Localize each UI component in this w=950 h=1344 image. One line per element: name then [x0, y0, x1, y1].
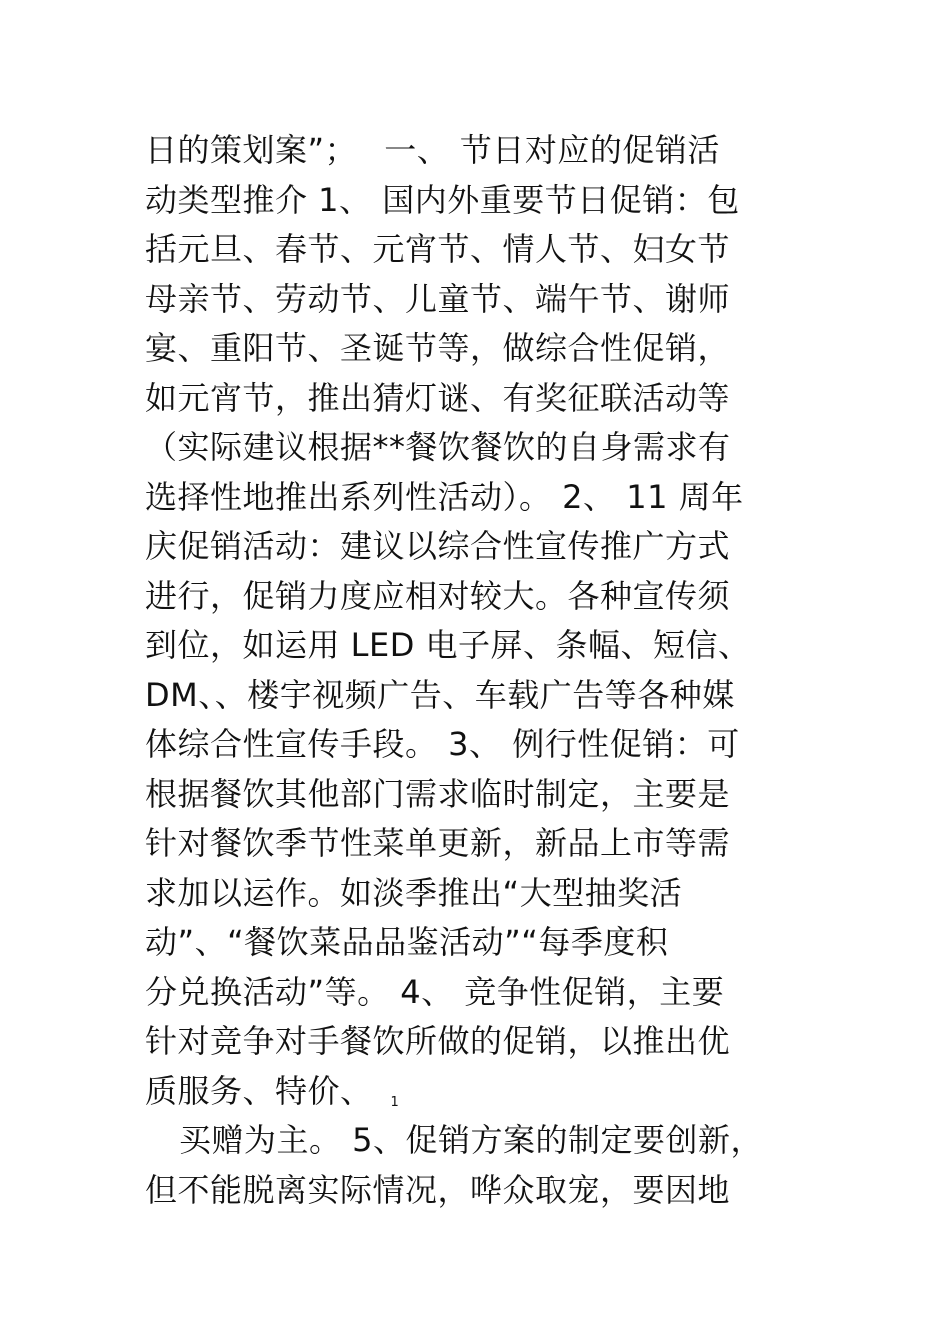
page-number: 1 — [390, 1094, 399, 1110]
text-line: 针对竞争对手餐饮所做的促销，以推出优 — [145, 1022, 731, 1060]
text-line: 母亲节、劳动节、儿童节、端午节、谢师 — [145, 279, 731, 318]
text-line: 动”、“餐饮菜品品鉴活动”“每季度积 — [145, 923, 669, 961]
document-body — [145, 126, 845, 1215]
text-line: 进行，促销力度应相对较大。各种宣传须 — [145, 576, 731, 615]
text-line: 如元宵节，推出猜灯谜、有奖征联活动等 — [145, 378, 731, 417]
text-line: 但不能脱离实际情况，哗众取宠，要因地 — [145, 1170, 731, 1209]
text-line: 日的策划案”； 一、 节日对应的促销活 — [145, 131, 720, 169]
text-line: 分兑换活动”等。 4、 竞争性促销，主要 — [145, 972, 725, 1011]
text-line: （实际建议根据**餐饮餐饮的自身需求有 — [145, 428, 731, 466]
text-line: 根据餐饮其他部门需求临时制定，主要是 — [145, 774, 731, 813]
text-line: 括元旦、春节、元宵节、情人节、妇女节 — [145, 230, 731, 268]
text-line: 选择性地推出系列性活动）。 2、 11 周年 — [145, 477, 744, 516]
text-line: 体综合性宣传手段。 3、 例行性促销：可 — [145, 725, 740, 763]
text-line: 到位，如运用 LED 电子屏、条幅、短信、 — [145, 626, 751, 664]
text-line: DM、、楼宇视频广告、车载广告等各种媒 — [145, 675, 735, 714]
text-line: 求加以运作。如淡季推出“大型抽奖活 — [145, 873, 683, 912]
text-line: 庆促销活动：建议以综合性宣传推广方式 — [145, 527, 731, 565]
text-line: 动类型推介 1、 国内外重要节日促销：包 — [145, 180, 740, 219]
text-line: 针对餐饮季节性菜单更新，新品上市等需 — [145, 824, 731, 862]
text-line: 买赠为主。 5、促销方案的制定要创新， — [179, 1121, 764, 1159]
text-line: 宴、重阳节、圣诞节等，做综合性促销， — [145, 329, 731, 367]
text-line-last — [145, 1067, 845, 1117]
text-line-content: 质服务、特价、 — [145, 1071, 373, 1110]
